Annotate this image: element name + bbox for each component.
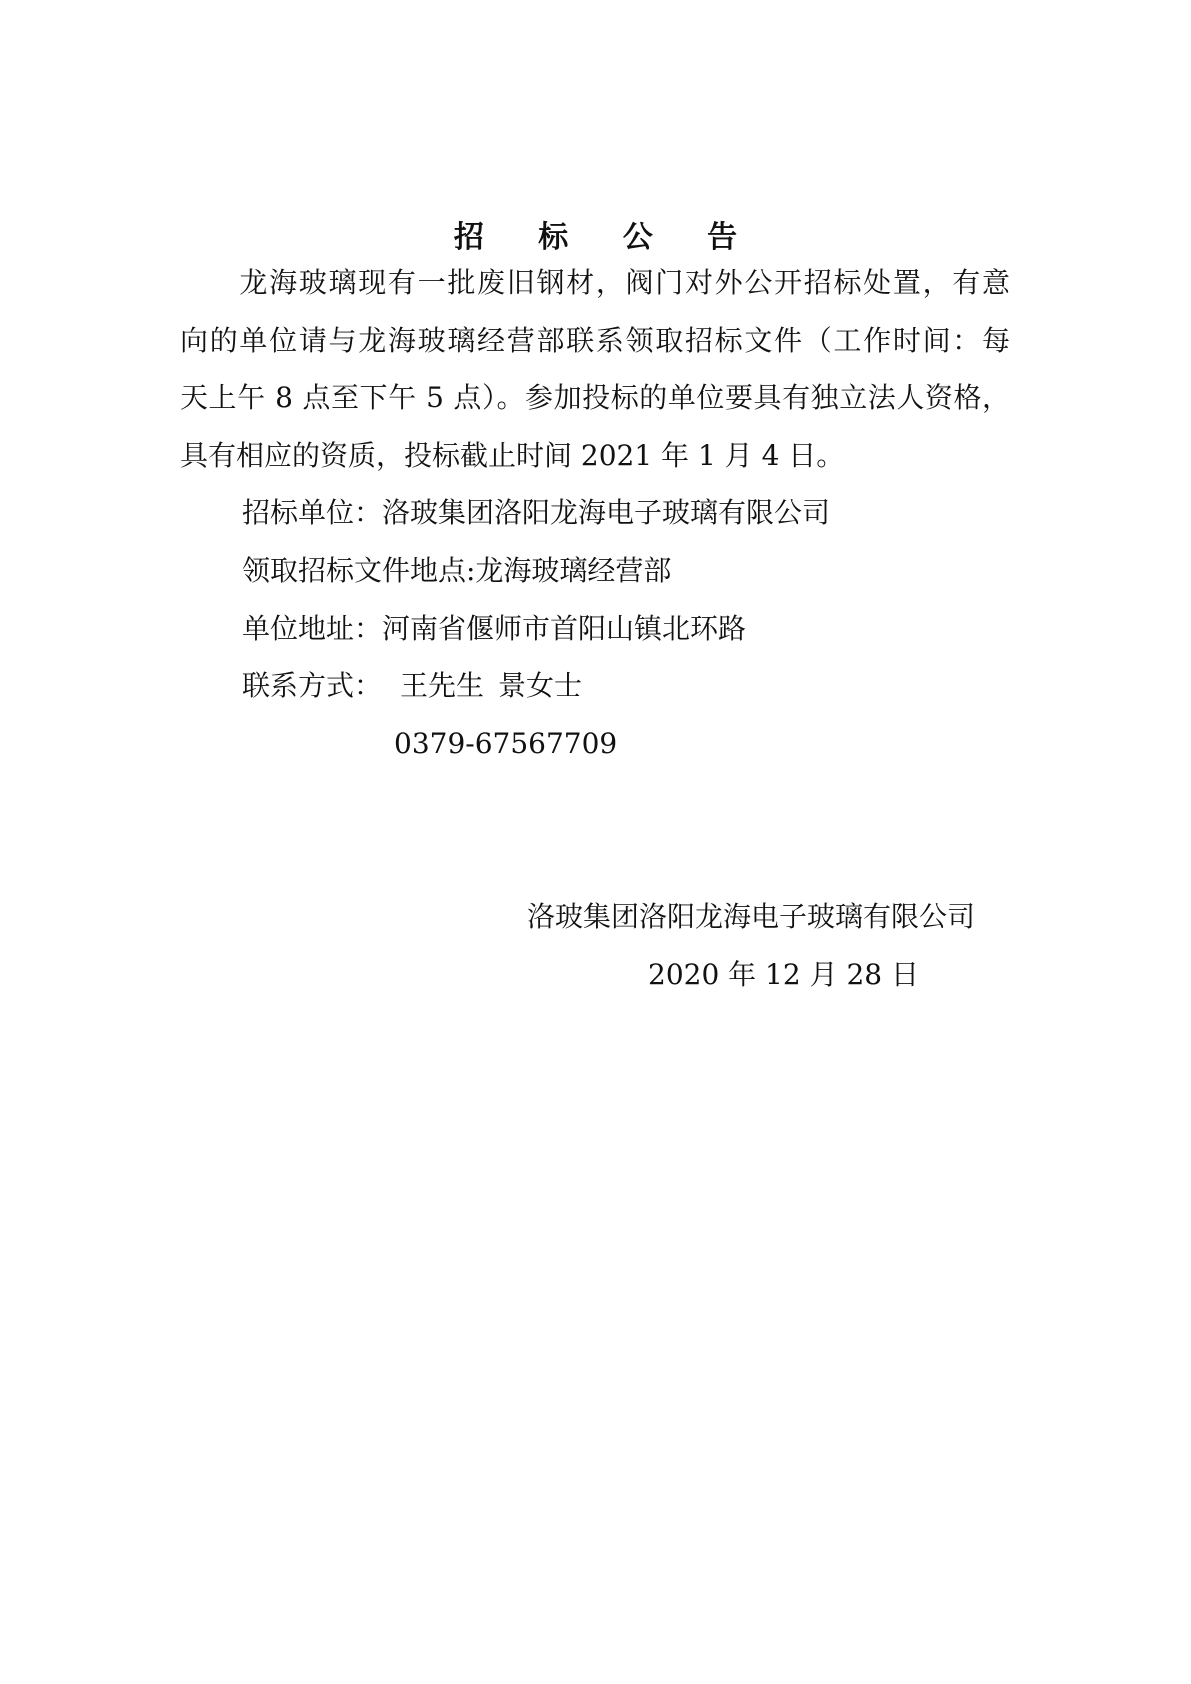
signature-company: 洛玻集团洛阳龙海电子玻璃有限公司 <box>527 900 976 933</box>
contact-label: 联系方式： <box>242 669 383 702</box>
contact-row <box>242 666 582 706</box>
contact-person-1: 王先生 <box>400 669 485 702</box>
contact-person-2: 景女士 <box>498 669 583 702</box>
contact-phone: 0379-67567709 <box>394 727 618 760</box>
signature-date: 2020 年 12 月 28 日 <box>648 958 920 991</box>
document-title: 招 标 公 告 <box>453 220 760 255</box>
paragraph-line-4: 具有相应的资质，投标截止时间 2021 年 1 月 4 日。 <box>180 439 845 472</box>
paragraph-line-2: 向的单位请与龙海玻璃经营部联系领取招标文件（工作时间：每 <box>180 324 1010 357</box>
tender-unit: 招标单位：洛玻集团洛阳龙海电子玻璃有限公司 <box>242 496 831 529</box>
paragraph-line-3: 天上午 8 点至下午 5 点）。参加投标的单位要具有独立法人资格， <box>180 381 1010 414</box>
unit-address: 单位地址：河南省偃师市首阳山镇北环路 <box>242 612 747 645</box>
pickup-location: 领取招标文件地点:龙海玻璃经营部 <box>242 554 672 587</box>
paragraph-line-1: 龙海玻璃现有一批废旧钢材，阀门对外公开招标处置，有意 <box>180 266 1010 299</box>
